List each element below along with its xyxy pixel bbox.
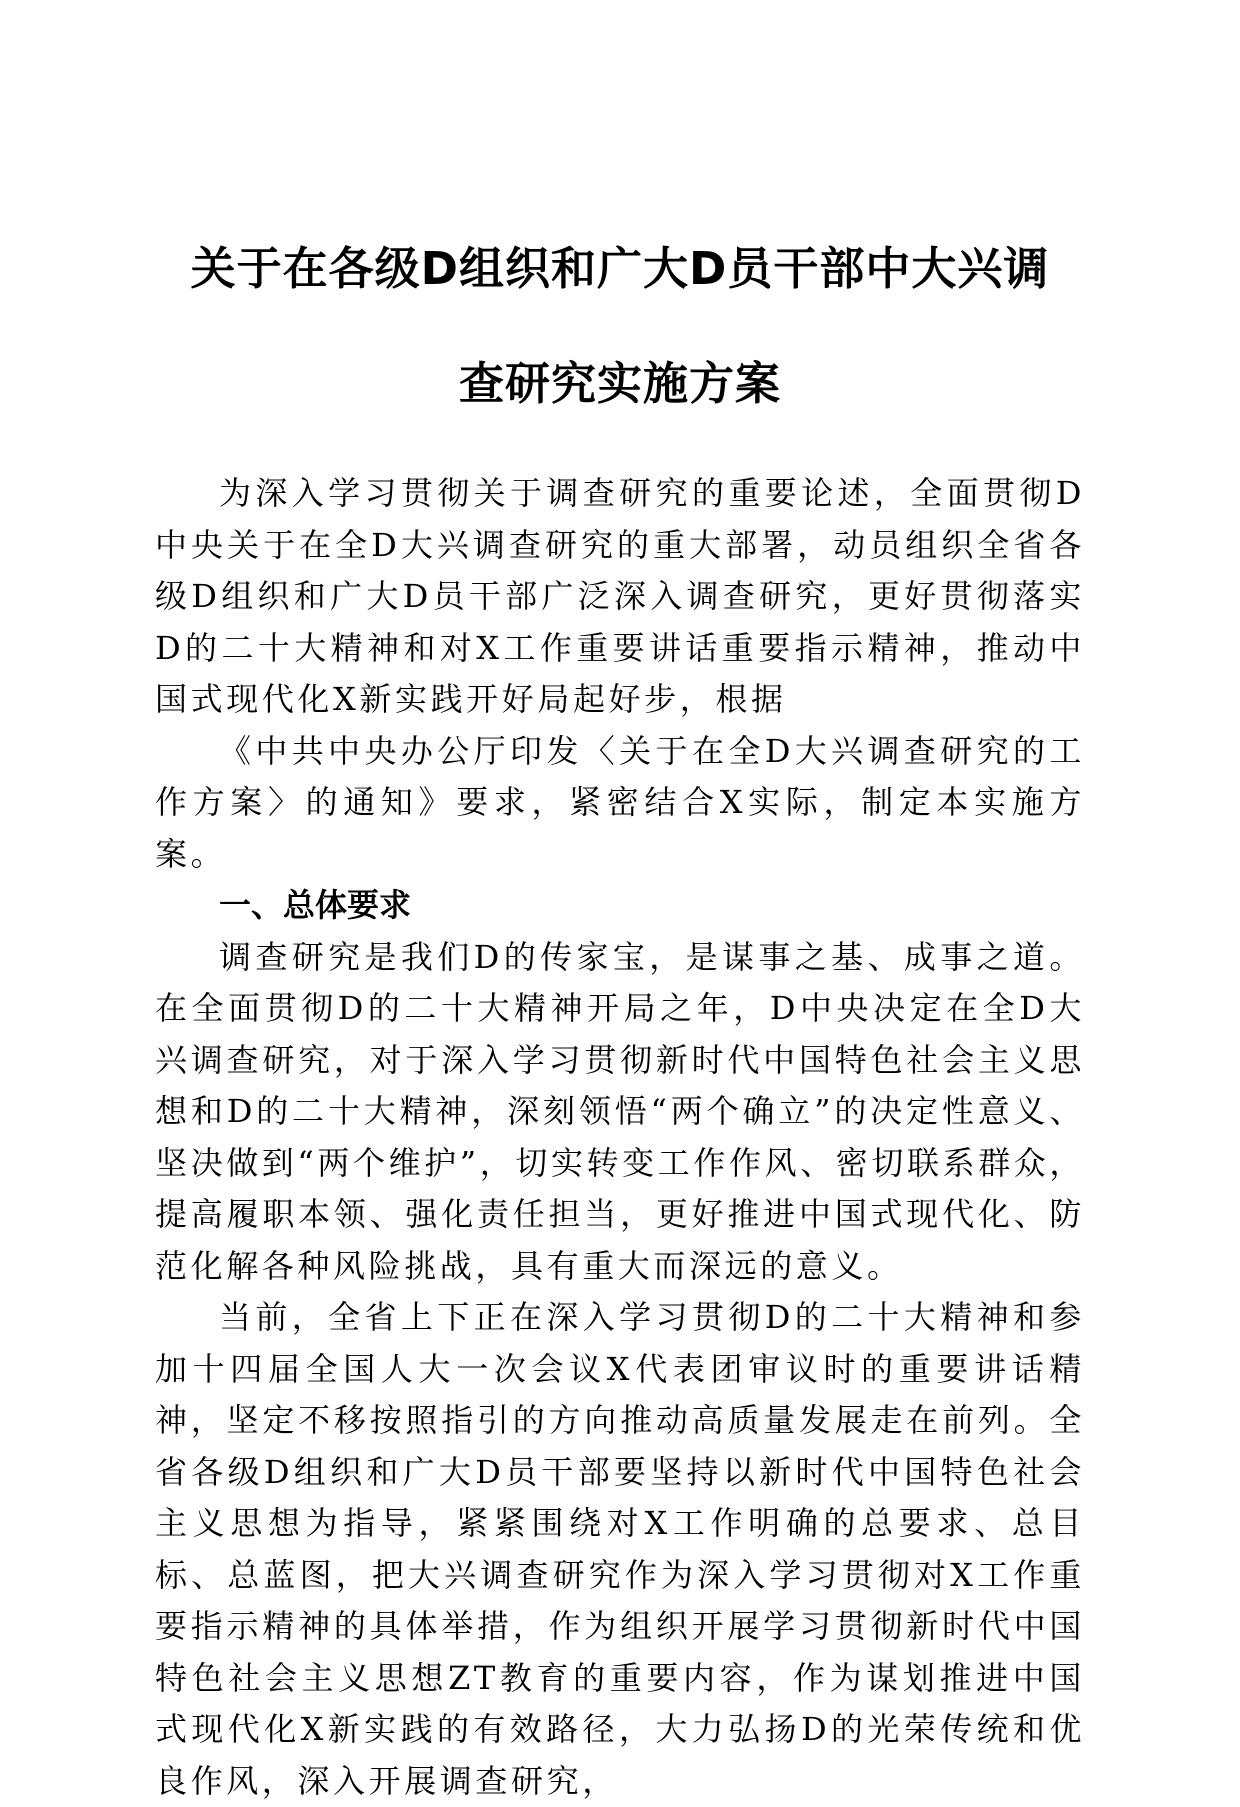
paragraph-current-situation: 当前，全省上下正在深入学习贯彻D的二十大精神和参加十四届全国人大一次会议X代表团审议时的重要讲话精神，坚定不移按照指引的方向推动高质量发展走在前列。全省各级D组织和广大D员干部要坚持以新时代中国特色社会主义思想为指导，紧紧围绕对X工作明确的总要求、总目标、总蓝图，把大兴调查研究作为深入学习贯彻对X工作重要指示精神的具体举措，作为组织开展学习贯彻新时代中国特色社会主义思想ZT教育的重要内容，作为谋划推进中国式现代化X新实践的有效路径，大力弘扬D的光荣传统和优良作风，深入开展调查研究， <box>155 1298 1085 1800</box>
document-title-line-2: 查研究实施方案 <box>458 357 781 410</box>
paragraph-basis: 《中共中央办公厅印发〈关于在全D大兴调查研究的工作方案〉的通知》要求，紧密结合X实际，制定本实施方案。 <box>155 731 1085 873</box>
paragraph-significance: 调查研究是我们D的传家宝，是谋事之基、成事之道。在全面贯彻D的二十大精神开局之年，D中央决定在全D大兴调查研究，对于深入学习贯彻新时代中国特色社会主义思想和D的二十大精神，深刻领悟“两个确立”的决定性意义、坚决做到“两个维护”，切实转变工作作风、密切联系群众，提高履职本领、强化责任担当，更好推进中国式现代化、防范化解各种风险挑战，具有重大而深远的意义。 <box>155 937 1085 1285</box>
paragraph-intro: 为深入学习贯彻关于调查研究的重要论述，全面贯彻D中央关于在全D大兴调查研究的重大部署，动员组织全省各级D组织和广大D员干部广泛深入调查研究，更好贯彻落实D的二十大精神和对X工作重要讲话重要指示精神，推动中国式现代化X新实践开好局起好步，根据 <box>155 474 1085 718</box>
section-heading-general-requirements: 一、总体要求 <box>219 886 412 924</box>
document-body <box>155 468 1085 1807</box>
document-title-line-1: 关于在各级D组织和广大D员干部中大兴调 <box>190 242 1050 295</box>
